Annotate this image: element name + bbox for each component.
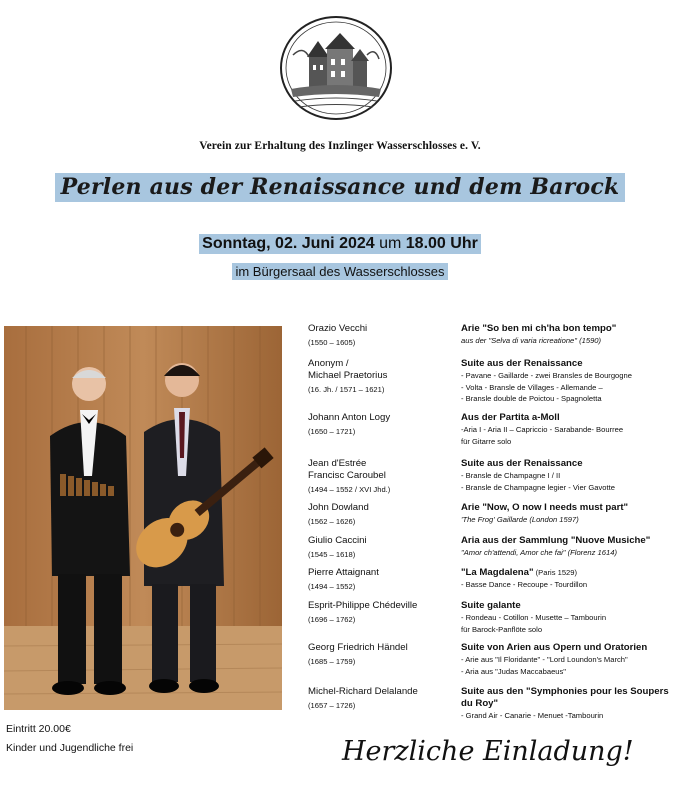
work-title: Suite von Arien aus Opern und Oratorien <box>461 642 648 653</box>
work-title: Aus der Partita a-Moll <box>461 412 560 423</box>
work-detail: - Bransle de Champagne I / II <box>461 471 561 480</box>
composer-years: (1494 – 1552 / XVI Jhd.) <box>308 485 391 494</box>
work-detail: "Amor ch'attendi, Amor che fai" (Florenz 1614) <box>461 548 617 557</box>
composer-name: Orazio Vecchi <box>308 323 368 334</box>
work-detail: für Barock-Panflöte solo <box>461 624 543 634</box>
work-title: "La Magdalena" <box>461 567 534 578</box>
composer-years: (1550 – 1605) <box>308 338 356 347</box>
work-detail: - Arie aus "Il Floridante" - "Lord Loundon's March" <box>461 655 628 664</box>
concert-venue: im Bürgersaal des Wasserschlosses <box>232 263 447 280</box>
work-detail: - Bransle de Champagne legier - Vier Gavotte <box>461 482 615 492</box>
composer-name: Michel-Richard Delalande <box>308 686 418 697</box>
work-title: Suite galante <box>461 600 521 611</box>
work-detail: - Bransle double de Poictou - Spagnoletta <box>461 394 602 403</box>
youth-free-note: Kinder und Jugendliche frei <box>6 742 134 754</box>
concert-date <box>199 234 481 254</box>
composer-name: Johann Anton Logy <box>308 412 391 423</box>
work-detail: - Basse Dance - Recoupe - Tourdillon <box>461 580 588 589</box>
composer-name: Anonym / <box>308 358 349 369</box>
composer-name: John Dowland <box>308 502 369 513</box>
work-detail: - Rondeau - Cotillon - Musette – Tambourin <box>461 613 607 622</box>
work-title: Suite aus der Renaissance <box>461 458 583 469</box>
work-note: (Paris 1529) <box>533 568 578 577</box>
composer-name: Esprit-Philippe Chédeville <box>308 600 418 611</box>
entry-fee: Eintritt 20.00€ <box>6 723 71 735</box>
castle-logo-icon <box>279 15 393 121</box>
composer-years: (1494 – 1552) <box>308 582 356 591</box>
composer-years: (1650 – 1721) <box>308 427 356 436</box>
invitation-text: Herzliche Einladung! <box>342 736 634 767</box>
work-detail: für Gitarre solo <box>461 436 512 446</box>
composer-years: (1562 – 1626) <box>308 517 356 526</box>
time-text: 18.00 Uhr <box>405 235 478 252</box>
work-detail: - Pavane - Gaillarde - zwei Bransles de Bourgogne <box>461 371 632 380</box>
composer-name: Jean d'Estrée <box>308 458 367 469</box>
work-title: Suite aus der Renaissance <box>461 358 583 369</box>
work-detail: - Grand Air - Canarie - Menuet -Tambourin <box>461 711 604 720</box>
society-name: Verein zur Erhaltung des Inzlinger Wasserschlosses e. V. <box>199 140 481 152</box>
work-title: Aria aus der Sammlung "Nuove Musiche" <box>461 535 651 546</box>
concert-title: Perlen aus der Renaissance und dem Barock <box>55 173 626 202</box>
composer-years: (1685 – 1759) <box>308 657 356 666</box>
date-connector: um <box>374 235 406 252</box>
work-title: Arie "Now, O now I needs must part" <box>461 502 629 513</box>
work-detail: 'The Frog' Gaillarde (London 1597) <box>461 515 579 524</box>
composer-years: (1545 – 1618) <box>308 550 356 559</box>
work-detail: -Aria I - Aria II – Capriccio - Sarabande- Bourree <box>461 425 624 434</box>
composer-name: Georg Friedrich Händel <box>308 642 408 653</box>
composer-name: Giulio Caccini <box>308 535 367 546</box>
composer-name-2: Francisc Caroubel <box>308 470 386 481</box>
composer-years: (1696 – 1762) <box>308 615 356 624</box>
work-title: Arie "So ben mi ch'ha bon tempo" <box>461 323 617 334</box>
work-detail: - Aria aus "Judas Maccabaeus" <box>461 666 567 676</box>
date-text: Sonntag, 02. Juni 2024 <box>202 235 375 252</box>
composer-name-2: Michael Praetorius <box>308 370 388 381</box>
composer-name: Pierre Attaignant <box>308 567 379 578</box>
musicians-photo <box>4 326 282 710</box>
work-title: Suite aus den "Symphonies pour les Soupers du Roy" <box>461 686 669 709</box>
composer-years: (1657 – 1726) <box>308 701 356 710</box>
work-detail: - Volta - Bransle de Villages - Allemande – <box>461 382 603 392</box>
composer-years: (16. Jh. / 1571 – 1621) <box>308 385 385 394</box>
work-detail: aus der "Selva di varia ricreatione" (1590) <box>461 336 602 345</box>
